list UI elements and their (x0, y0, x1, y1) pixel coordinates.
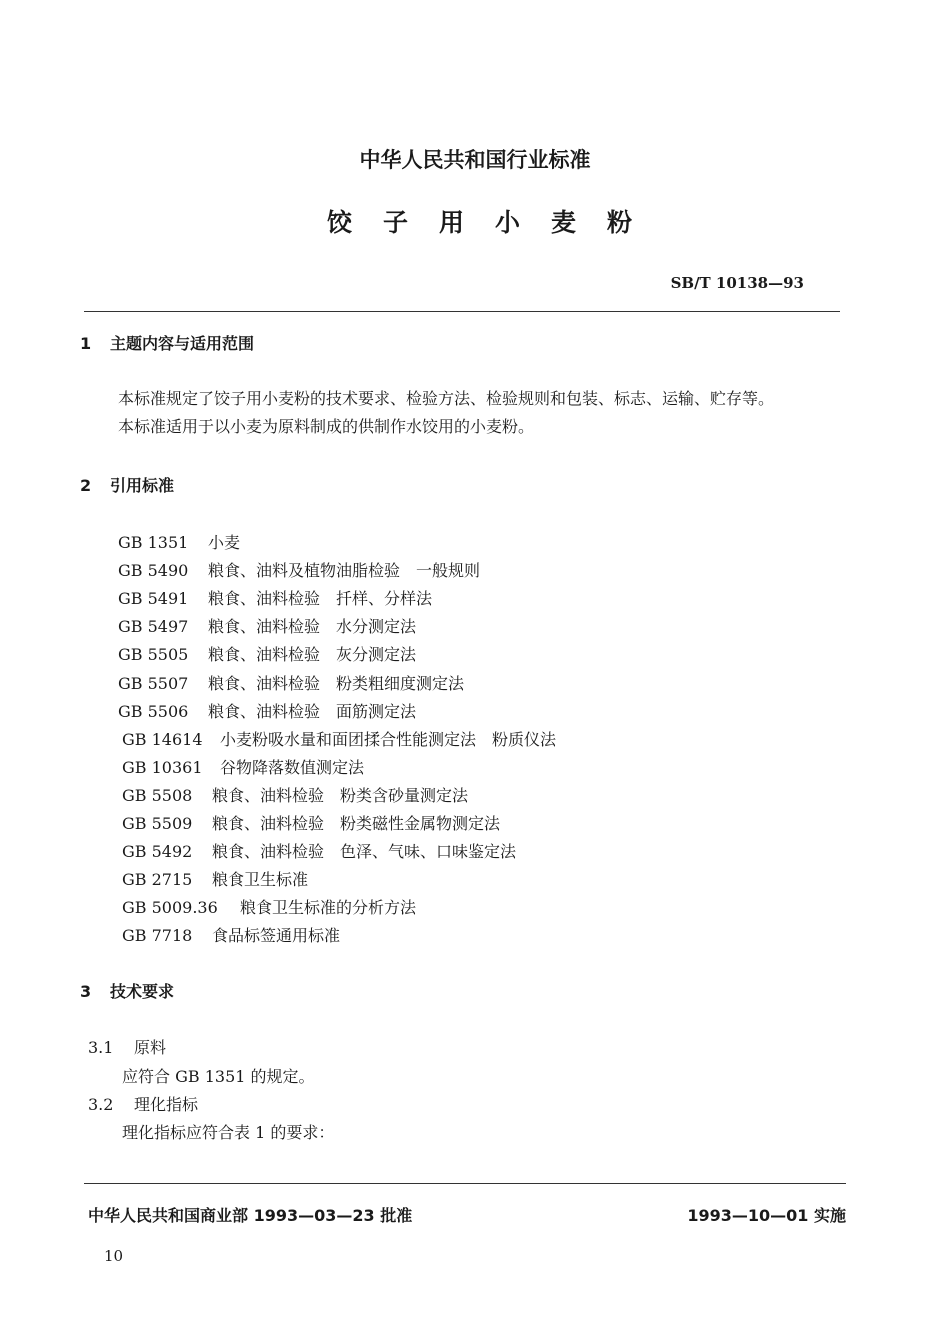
reference-title: 粮食、油料检验 水分测定法 (208, 617, 417, 637)
reference-item (122, 839, 516, 867)
reference-item (122, 755, 364, 783)
subsection-3-1-heading (88, 1035, 166, 1058)
page-number: 10 (104, 1247, 124, 1265)
reference-item (118, 530, 240, 558)
reference-item (118, 671, 464, 699)
reference-code: GB 5508 (122, 785, 193, 805)
reference-item (118, 586, 432, 614)
subsection-title: 原料 (134, 1038, 167, 1057)
reference-code: GB 1351 (118, 533, 189, 552)
reference-title: 小麦粉吸水量和面团揉合性能测定法 粉质仪法 (220, 729, 557, 749)
reference-title: 粮食、油料检验 面筋测定法 (208, 701, 417, 721)
subsection-number: 3.2 (88, 1095, 114, 1114)
section-2-heading (80, 473, 174, 496)
reference-title: 粮食、油料检验 粉类含砂量测定法 (212, 785, 469, 805)
reference-code: GB 5492 (122, 842, 193, 862)
standard-category: 中华人民共和国行业标准 (359, 148, 591, 172)
footer-divider (84, 1183, 846, 1184)
reference-code: GB 2715 (122, 870, 193, 890)
reference-title: 粮食卫生标准的分析方法 (240, 898, 417, 918)
reference-code: GB 5491 (118, 589, 189, 609)
reference-item (122, 923, 340, 951)
reference-item (118, 699, 416, 727)
reference-title: 粮食、油料检验 粉类粗细度测定法 (208, 673, 465, 693)
document-title: 饺子用小麦粉 (326, 208, 663, 237)
section-1-heading (80, 331, 254, 354)
section-title: 主题内容与适用范围 (110, 334, 255, 353)
reference-code: GB 7718 (122, 926, 193, 946)
reference-item (122, 783, 468, 811)
reference-item (118, 614, 416, 642)
approval-line: 中华人民共和国商业部 1993—03—23 批准 (88, 1206, 413, 1225)
header-divider (84, 311, 840, 312)
reference-code: GB 5507 (118, 673, 189, 693)
reference-code: GB 5506 (118, 701, 189, 721)
subsection-3-2-text: 理化指标应符合表 1 的要求： (122, 1123, 335, 1142)
section-title: 引用标准 (110, 476, 175, 495)
reference-item (118, 558, 480, 586)
section-number: 3 (80, 982, 92, 1001)
section-3-heading (80, 979, 174, 1002)
standard-code: SB/T 10138—93 (670, 274, 804, 292)
section-number: 1 (80, 334, 92, 353)
subsection-title: 理化指标 (134, 1095, 199, 1114)
reference-item (118, 642, 416, 670)
reference-code: GB 14614 (122, 729, 203, 749)
reference-title: 粮食、油料检验 扦样、分样法 (208, 589, 433, 609)
reference-code: GB 5497 (118, 617, 189, 637)
reference-title: 粮食、油料及植物油脂检验 一般规则 (208, 561, 481, 581)
reference-title: 小麦 (208, 533, 241, 552)
reference-title: 粮食、油料检验 粉类磁性金属物测定法 (212, 814, 501, 833)
reference-item (122, 811, 500, 839)
reference-title: 粮食卫生标准 (212, 870, 309, 890)
subsection-3-1-text: 应符合 GB 1351 的规定。 (122, 1067, 315, 1086)
subsection-3-2-heading (88, 1092, 198, 1115)
reference-title: 食品标签通用标准 (212, 926, 341, 946)
reference-code: GB 10361 (122, 757, 203, 777)
section-title: 技术要求 (110, 982, 175, 1001)
reference-item (122, 895, 416, 923)
reference-code: GB 5505 (118, 645, 189, 665)
section-1-paragraph: 本标准适用于以小麦为原料制成的供制作水饺用的小麦粉。 (118, 417, 535, 436)
reference-title: 粮食、油料检验 色泽、气味、口味鉴定法 (212, 842, 517, 862)
section-1-paragraph: 本标准规定了饺子用小麦粉的技术要求、检验方法、检验规则和包装、标志、运输、贮存等。 (118, 389, 775, 408)
implementation-date: 1993—10—01 实施 (687, 1206, 846, 1225)
reference-item (122, 727, 556, 755)
subsection-number: 3.1 (88, 1038, 114, 1057)
reference-code: GB 5490 (118, 561, 189, 581)
reference-title: 粮食、油料检验 灰分测定法 (208, 645, 417, 665)
reference-code: GB 5009.36 (122, 898, 218, 918)
reference-item (122, 867, 308, 895)
section-number: 2 (80, 476, 92, 495)
reference-code: GB 5509 (122, 814, 193, 833)
reference-title: 谷物降落数值测定法 (220, 757, 365, 777)
